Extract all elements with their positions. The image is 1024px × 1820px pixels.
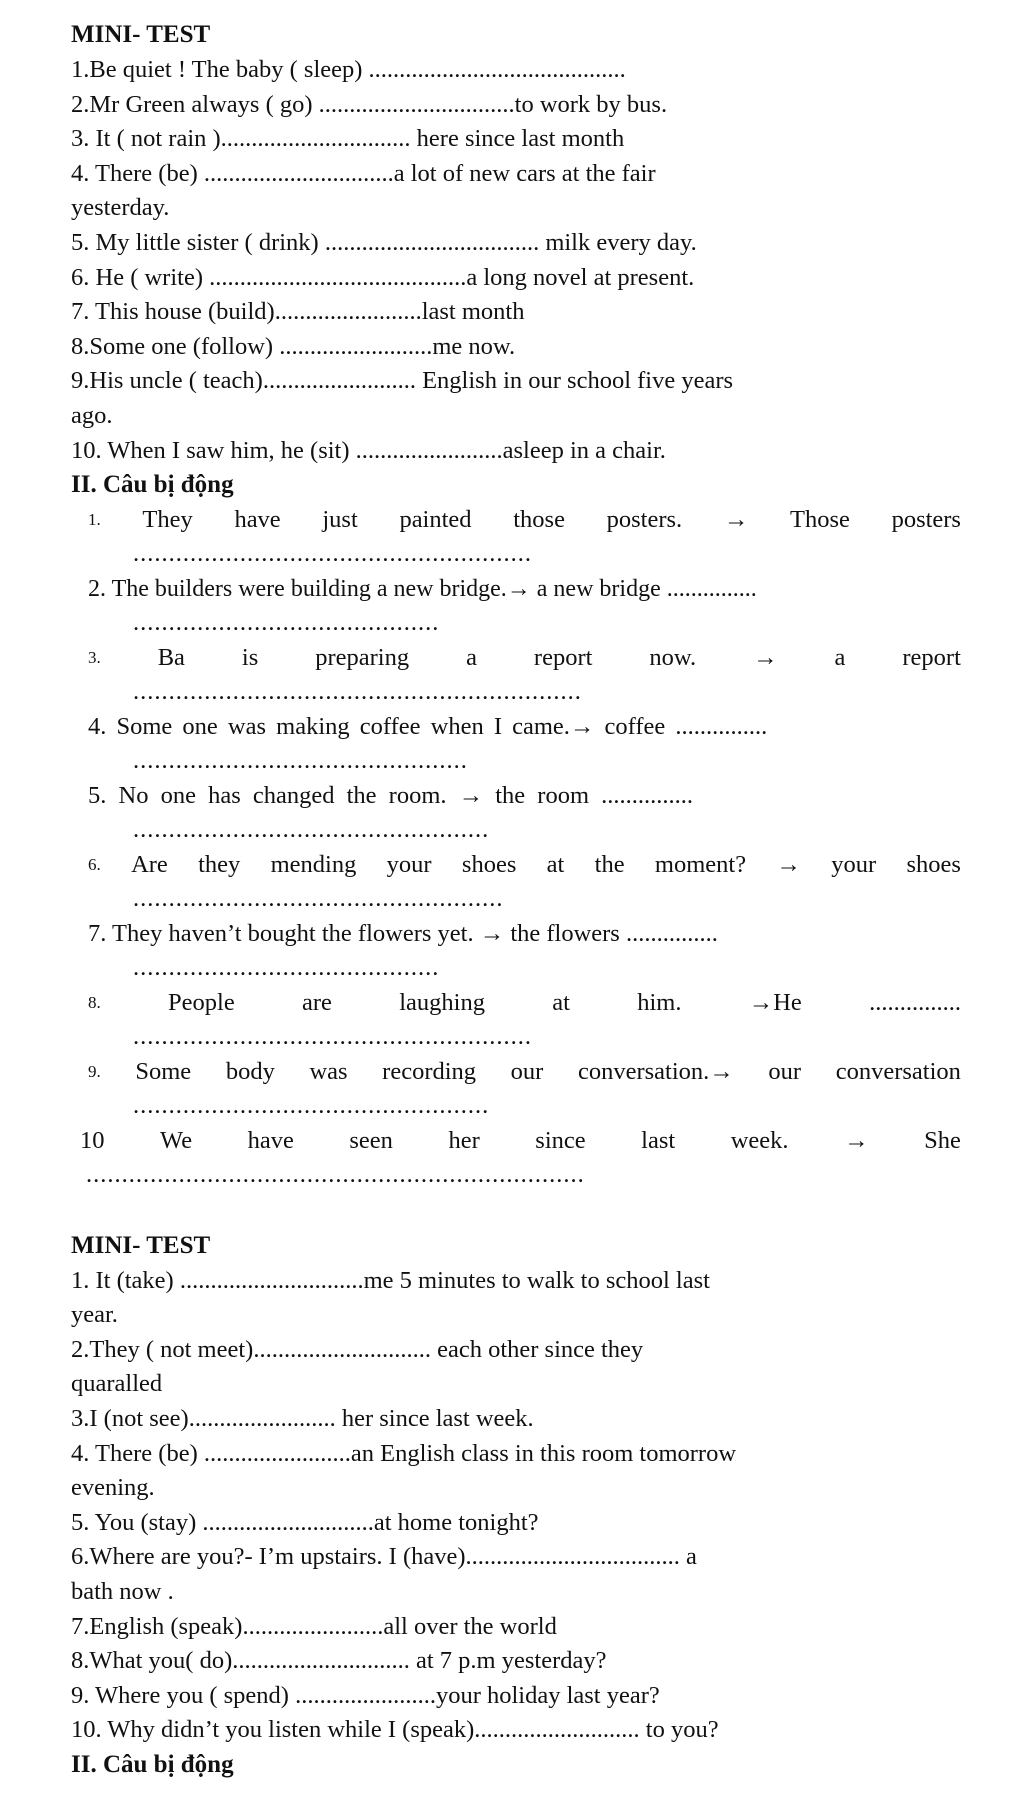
word: your (386, 851, 432, 878)
word: laughing (399, 989, 485, 1016)
word: shoes (906, 851, 961, 878)
passive-item-8 (88, 986, 961, 1020)
word: posters (891, 506, 961, 533)
passive-item-5-answer-line: .................................................. (133, 816, 490, 843)
word: have (247, 1127, 294, 1154)
test1-question-8: 8.Some one (follow) .........................me now. (71, 333, 516, 360)
passive-item-7: 7. They haven’t bought the flowers yet. → the flowers ............... (88, 920, 718, 947)
word: her (448, 1127, 480, 1154)
passive-item-6 (88, 848, 961, 882)
word: 3. (88, 648, 101, 667)
word: Some (135, 1058, 192, 1085)
word: report (902, 644, 961, 671)
test1-question-9: 9.His uncle ( teach)......................... English in our school five years (71, 367, 734, 394)
passive-item-6-answer-line: .................................................... (133, 885, 504, 912)
test2-question-10: 10. Why didn’t you listen while I (speak)........................... to you? (71, 1716, 719, 1743)
word: posters. (606, 506, 683, 533)
word: People (168, 989, 235, 1016)
test2-question-2-cont: quaralled (71, 1370, 163, 1397)
test2-question-7: 7.English (speak).......................all over the world (71, 1613, 557, 1640)
word: a (466, 644, 477, 671)
test1-question-4-cont: yesterday. (71, 194, 170, 221)
passive-item-9-answer-line: .................................................. (133, 1092, 490, 1119)
word: →He (748, 989, 802, 1016)
word: the (594, 851, 625, 878)
passive-item-2: 2. The builders were building a new bridge.→ a new bridge ............... (88, 576, 757, 602)
word: body (225, 1058, 275, 1085)
word: mending (270, 851, 357, 878)
test2-question-2: 2.They ( not meet)............................. each other since they (71, 1336, 644, 1363)
word: We (160, 1127, 193, 1154)
word: was (309, 1058, 348, 1085)
test1-question-2: 2.Mr Green always ( go) ................................to work by bus. (71, 91, 668, 118)
word: conversation.→ (577, 1058, 734, 1085)
test1-question-1: 1.Be quiet ! The baby ( sleep) .......................................... (71, 56, 626, 83)
word: are (302, 989, 332, 1016)
test1-question-10: 10. When I saw him, he (sit) ........................asleep in a chair. (71, 437, 666, 464)
test2-question-6-cont: bath now . (71, 1578, 174, 1605)
test2-question-1: 1. It (take) ..............................me 5 minutes to walk to school last (71, 1267, 710, 1294)
arrow: → (844, 1127, 869, 1154)
passive-item-7-answer-line: ........................................... (133, 954, 440, 981)
passive-item-9 (88, 1055, 961, 1089)
word: week. (730, 1127, 789, 1154)
word: since (535, 1127, 586, 1154)
test2-question-4-cont: evening. (71, 1474, 155, 1501)
test1-question-3: 3. It ( not rain )............................... here since last month (71, 125, 625, 152)
word: have (234, 506, 281, 533)
word: Are (131, 851, 168, 878)
test2-question-1-cont: year. (71, 1301, 118, 1328)
arrow: → (776, 851, 801, 878)
passive-item-3 (88, 641, 961, 675)
word: just (322, 506, 358, 533)
passive-item-1 (88, 503, 961, 537)
word: our (510, 1058, 544, 1085)
word: Those (790, 506, 850, 533)
test2-question-9: 9. Where you ( spend) .......................your holiday last year? (71, 1682, 660, 1709)
word: 8. (88, 993, 101, 1012)
passive-item-10 (80, 1124, 961, 1158)
word: 1. (88, 510, 101, 529)
test2-title: MINI- TEST (71, 1232, 211, 1259)
test1-question-9-cont: ago. (71, 402, 113, 429)
passive-item-10-answer-line: ...................................................................... (86, 1161, 585, 1188)
test2-question-3: 3.I (not see)........................ her since last week. (71, 1405, 534, 1432)
word: moment? (654, 851, 747, 878)
passive-item-2-answer-line: ........................................... (133, 609, 440, 636)
word: conversation (835, 1058, 961, 1085)
test1-question-4: 4. There (be) ...............................a lot of new cars at the fair (71, 160, 656, 187)
word: him. (637, 989, 682, 1016)
word: is (241, 644, 259, 671)
passive-item-1-answer-line: ........................................................ (133, 540, 532, 567)
test1-question-6: 6. He ( write) ..........................................a long novel at present. (71, 264, 695, 291)
test2-question-4: 4. There (be) ........................an English class in this room tomorrow (71, 1440, 737, 1467)
word: your (831, 851, 877, 878)
test2-question-5: 5. You (stay) ............................at home tonight? (71, 1509, 539, 1536)
word: report (533, 644, 593, 671)
word: 9. (88, 1062, 101, 1081)
word: now. (649, 644, 697, 671)
passive-item-8-answer-line: ........................................................ (133, 1023, 532, 1050)
word: a (834, 644, 846, 671)
word: 10 (80, 1127, 105, 1154)
word: preparing (315, 644, 410, 671)
word: seen (349, 1127, 393, 1154)
test1-question-7: 7. This house (build)........................last month (71, 298, 525, 325)
word: they (198, 851, 241, 878)
test2-question-8: 8.What you( do)............................. at 7 p.m yesterday? (71, 1647, 607, 1674)
word: at (546, 851, 565, 878)
word: 6. (88, 855, 101, 874)
word: Ba (157, 644, 185, 671)
word: at (552, 989, 570, 1016)
word: those (513, 506, 565, 533)
word: last (641, 1127, 676, 1154)
passive-item-3-answer-line: ............................................................... (133, 678, 582, 705)
test1-question-5: 5. My little sister ( drink) ................................... milk every day. (71, 229, 697, 256)
passive-item-4: 4. Some one was making coffee when I came.→ coffee ............... (88, 713, 768, 740)
word: our (768, 1058, 802, 1085)
test2-section-2-heading: II. Câu bị động (71, 1751, 234, 1778)
word: painted (399, 506, 472, 533)
word: They (142, 506, 193, 533)
word: shoes (461, 851, 517, 878)
word: She (924, 1127, 961, 1154)
test2-question-6: 6.Where are you?- I’m upstairs. I (have)................................... a (71, 1543, 697, 1570)
test1-section-2-heading: II. Câu bị động (71, 471, 234, 498)
word: ............... (869, 989, 961, 1016)
passive-item-4-answer-line: ............................................... (133, 747, 468, 774)
word: recording (382, 1058, 477, 1085)
arrow: → (753, 644, 778, 671)
arrow: → (723, 506, 749, 533)
test1-title: MINI- TEST (71, 21, 211, 48)
passive-item-5: 5. No one has changed the room. → the room ............... (88, 782, 694, 809)
